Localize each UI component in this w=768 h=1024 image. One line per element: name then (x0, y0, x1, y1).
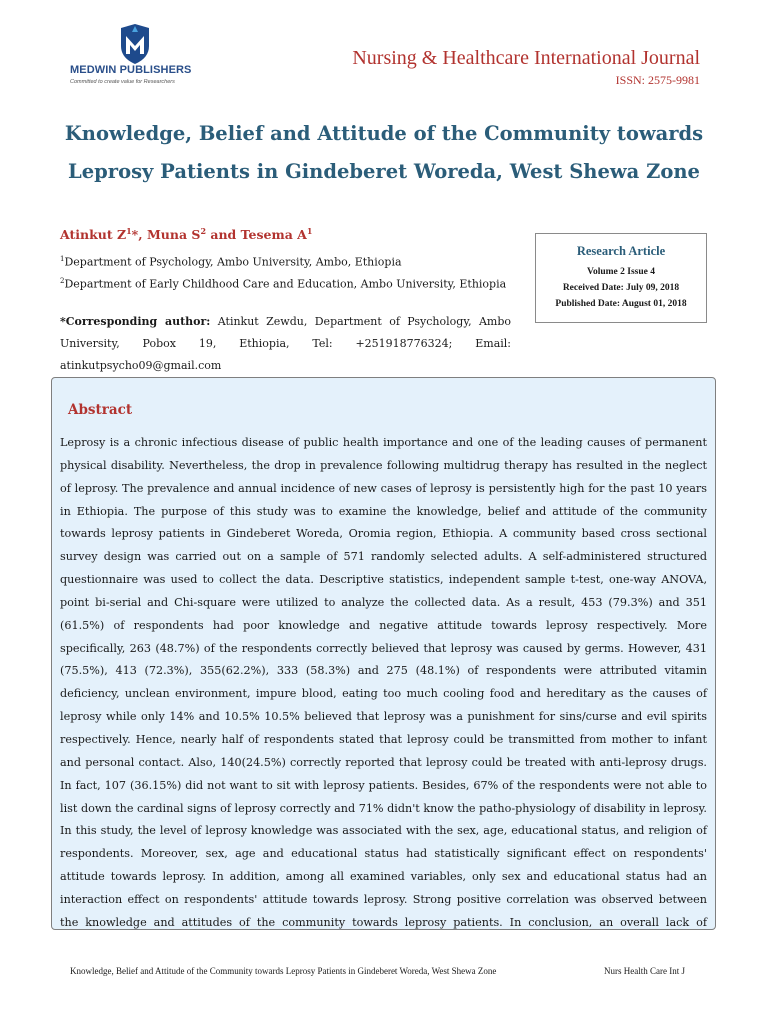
author-separator: and (206, 227, 241, 243)
corresponding-author-details: Atinkut Zewdu, Department of Psychology, Ambo University, Pobox 19, Ethiopia, Tel: +251918776324; Email: atinkutpsycho09@gmail.com (60, 315, 512, 372)
abstract-panel (51, 377, 716, 930)
author-name: Muna S (146, 227, 201, 243)
author-list (60, 226, 312, 242)
affiliation-2: $^2$Department of Early Childhood Care and Education, Ambo University, Ethiopia (60, 277, 507, 291)
author-affiliation-mark: 1 (126, 226, 132, 236)
article-info-box (535, 233, 707, 323)
abstract-heading: Abstract (68, 402, 133, 418)
journal-issn: ISSN: 2575-9981 (615, 73, 700, 87)
article-type: Research Article (576, 244, 666, 258)
publisher-tagline: Committed to create value for Researchers (70, 79, 175, 85)
journal-title: Nursing & Healthcare International Journal (352, 47, 700, 69)
footer-journal-abbrev: Nurs Health Care Int J (604, 966, 685, 976)
article-title: Knowledge, Belief and Attitude of the Community towards Leprosy Patients in Gindeberet Woreda, West Shewa Zone (64, 122, 704, 183)
author-affiliation-mark: 2 (200, 226, 207, 236)
medwin-logo-icon (117, 24, 153, 64)
published-date: Published Date: August 01, 2018 (555, 299, 687, 309)
author-separator: , (138, 227, 147, 243)
author-name: Atinkut Z (60, 227, 127, 243)
publisher-name: MEDWIN PUBLISHERS (70, 64, 192, 76)
corresponding-star: * (131, 227, 139, 243)
affiliation-1: $^1$Department of Psychology, Ambo University, Ambo, Ethiopia (60, 255, 402, 269)
volume-issue: Volume 2 Issue 4 (586, 267, 655, 277)
author-affiliation-mark: 1 (306, 226, 313, 236)
author-name: Tesema A (240, 227, 307, 243)
corresponding-author (60, 311, 511, 377)
corresponding-author-label: *Corresponding author: (60, 315, 211, 328)
abstract-text: Leprosy is a chronic infectious disease of public health importance and one of the leading causes of permanent physical disability. Nevertheless, the drop in prevalence following multidrug therapy has resulted in the neglect of leprosy. The prevalence and annual incidence of new cases of leprosy is persistently high for the past 10 years in Ethiopia. The purpose of this study was to examine the knowledge, belief and attitude of the community towards leprosy patients in Gindeberet Woreda, Oromia region, Ethiopia. A community based cross sectional survey design was carried out on a sample of 571 randomly selected adults. A self-administered structured questionnaire was used to collect the data. Descriptive statistics, independent sample t-test, one-way ANOVA, point bi-serial and Chi-square were utilized to analyze the collected data. As a result, 453 (79.3%) and 351 (61.5%) of respondents had poor knowledge and negative attitude towards leprosy respectively. More specifically, 263 (48.7%) of the respondents correctly believed that leprosy was caused by germs. However, 431 (75.5%), 413 (72.3%), 355(62.2%), 333 (58.3%) and 275 (48.1%) of respondents were attributed vitamin deficiency, unclean environment, impure blood, eating too much cooling food and hereditary as the causes of leprosy while only 14% and 10.5% 10.5% believed that leprosy was a punishment for sins/curse and evil spirits respectively. Hence, nearly half of respondents stated that leprosy could be transmitted from mother to infant and personal contact. Also, 140(24.5%) correctly reported that leprosy could be treated with anti-leprosy drugs. In fact, 107 (36.15%) did not want to sit with leprosy patients. Besides, 67% of the respondents were not able to list down the cardinal signs of leprosy correctly and 71% didn't know the patho-physiology of disability in leprosy. In this study, the level of leprosy knowledge was associated with the sex, age, educational status, and religion of respondents. Moreover, sex, age and educational status had statistically significant effect on respondents' attitude towards leprosy. In addition, among all examined variables, only sex and educational status had an interaction effect on respondents' attitude towards leprosy. Strong positive correlation was observed between the knowledge and attitudes of the community towards leprosy patients. In conclusion, an overall lack of (60, 436, 707, 929)
received-date: Received Date: July 09, 2018 (562, 283, 680, 293)
footer-running-title: Knowledge, Belief and Attitude of the Community towards Leprosy Patients in Gindeberet Woreda, West Shewa Zone (70, 966, 497, 976)
